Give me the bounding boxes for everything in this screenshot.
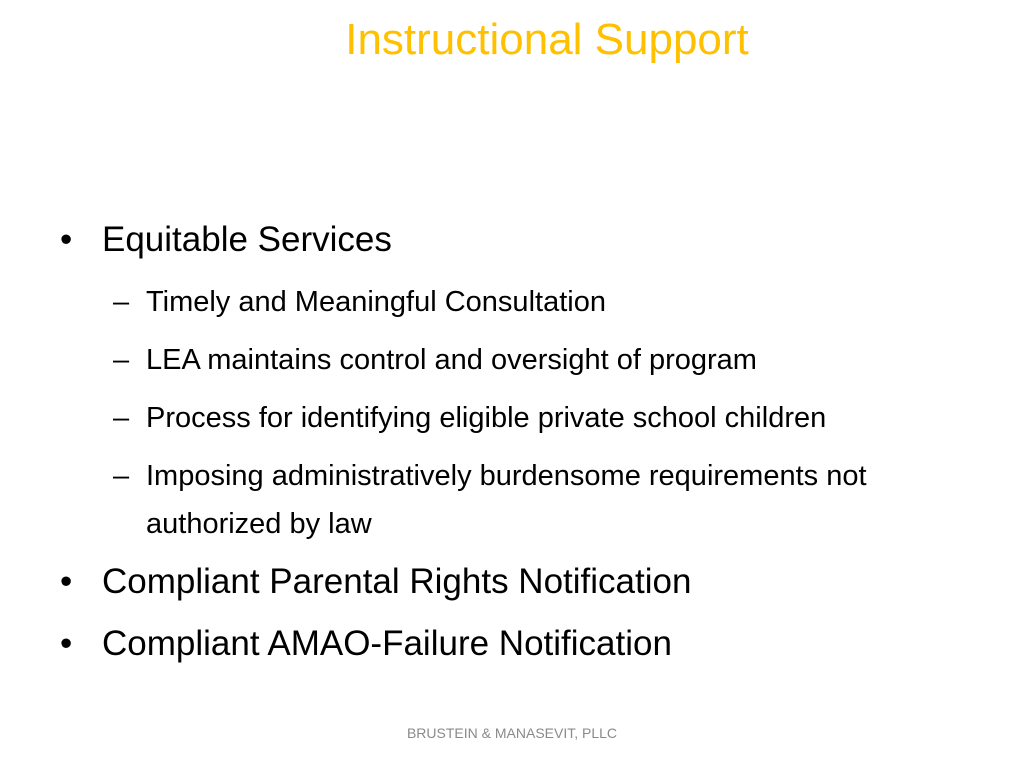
sub-bullet-item [60, 452, 882, 548]
bullet-icon: • [60, 624, 73, 663]
slide-title: Instructional Support [345, 15, 749, 64]
bullet-icon: • [60, 220, 73, 259]
dash-icon: – [113, 286, 130, 318]
dash-icon: – [113, 344, 130, 376]
sub-bullet-text: Process for identifying eligible private school children [146, 402, 827, 434]
bullet-text: Compliant Parental Rights Notification [102, 562, 692, 601]
sub-bullet-text: Timely and Meaningful Consultation [146, 286, 606, 318]
bullet-item [60, 216, 960, 264]
sub-bullet-list [60, 278, 960, 548]
bullet-list [60, 216, 960, 682]
dash-icon: – [113, 460, 130, 492]
sub-bullet-item [60, 278, 882, 326]
bullet-item [60, 558, 960, 606]
bullet-icon: • [60, 562, 73, 601]
sub-bullet-item [60, 336, 882, 384]
footer-text: BRUSTEIN & MANASEVIT, PLLC [406, 725, 618, 741]
bullet-text: Compliant AMAO-Failure Notification [102, 624, 672, 663]
bullet-text: Equitable Services [102, 220, 392, 259]
dash-icon: – [113, 402, 130, 434]
sub-bullet-text: Imposing administratively burdensome requirements not authorized by law [146, 460, 867, 540]
sub-bullet-text: LEA maintains control and oversight of program [146, 344, 757, 376]
bullet-item [60, 620, 960, 668]
sub-bullet-item [60, 394, 882, 442]
